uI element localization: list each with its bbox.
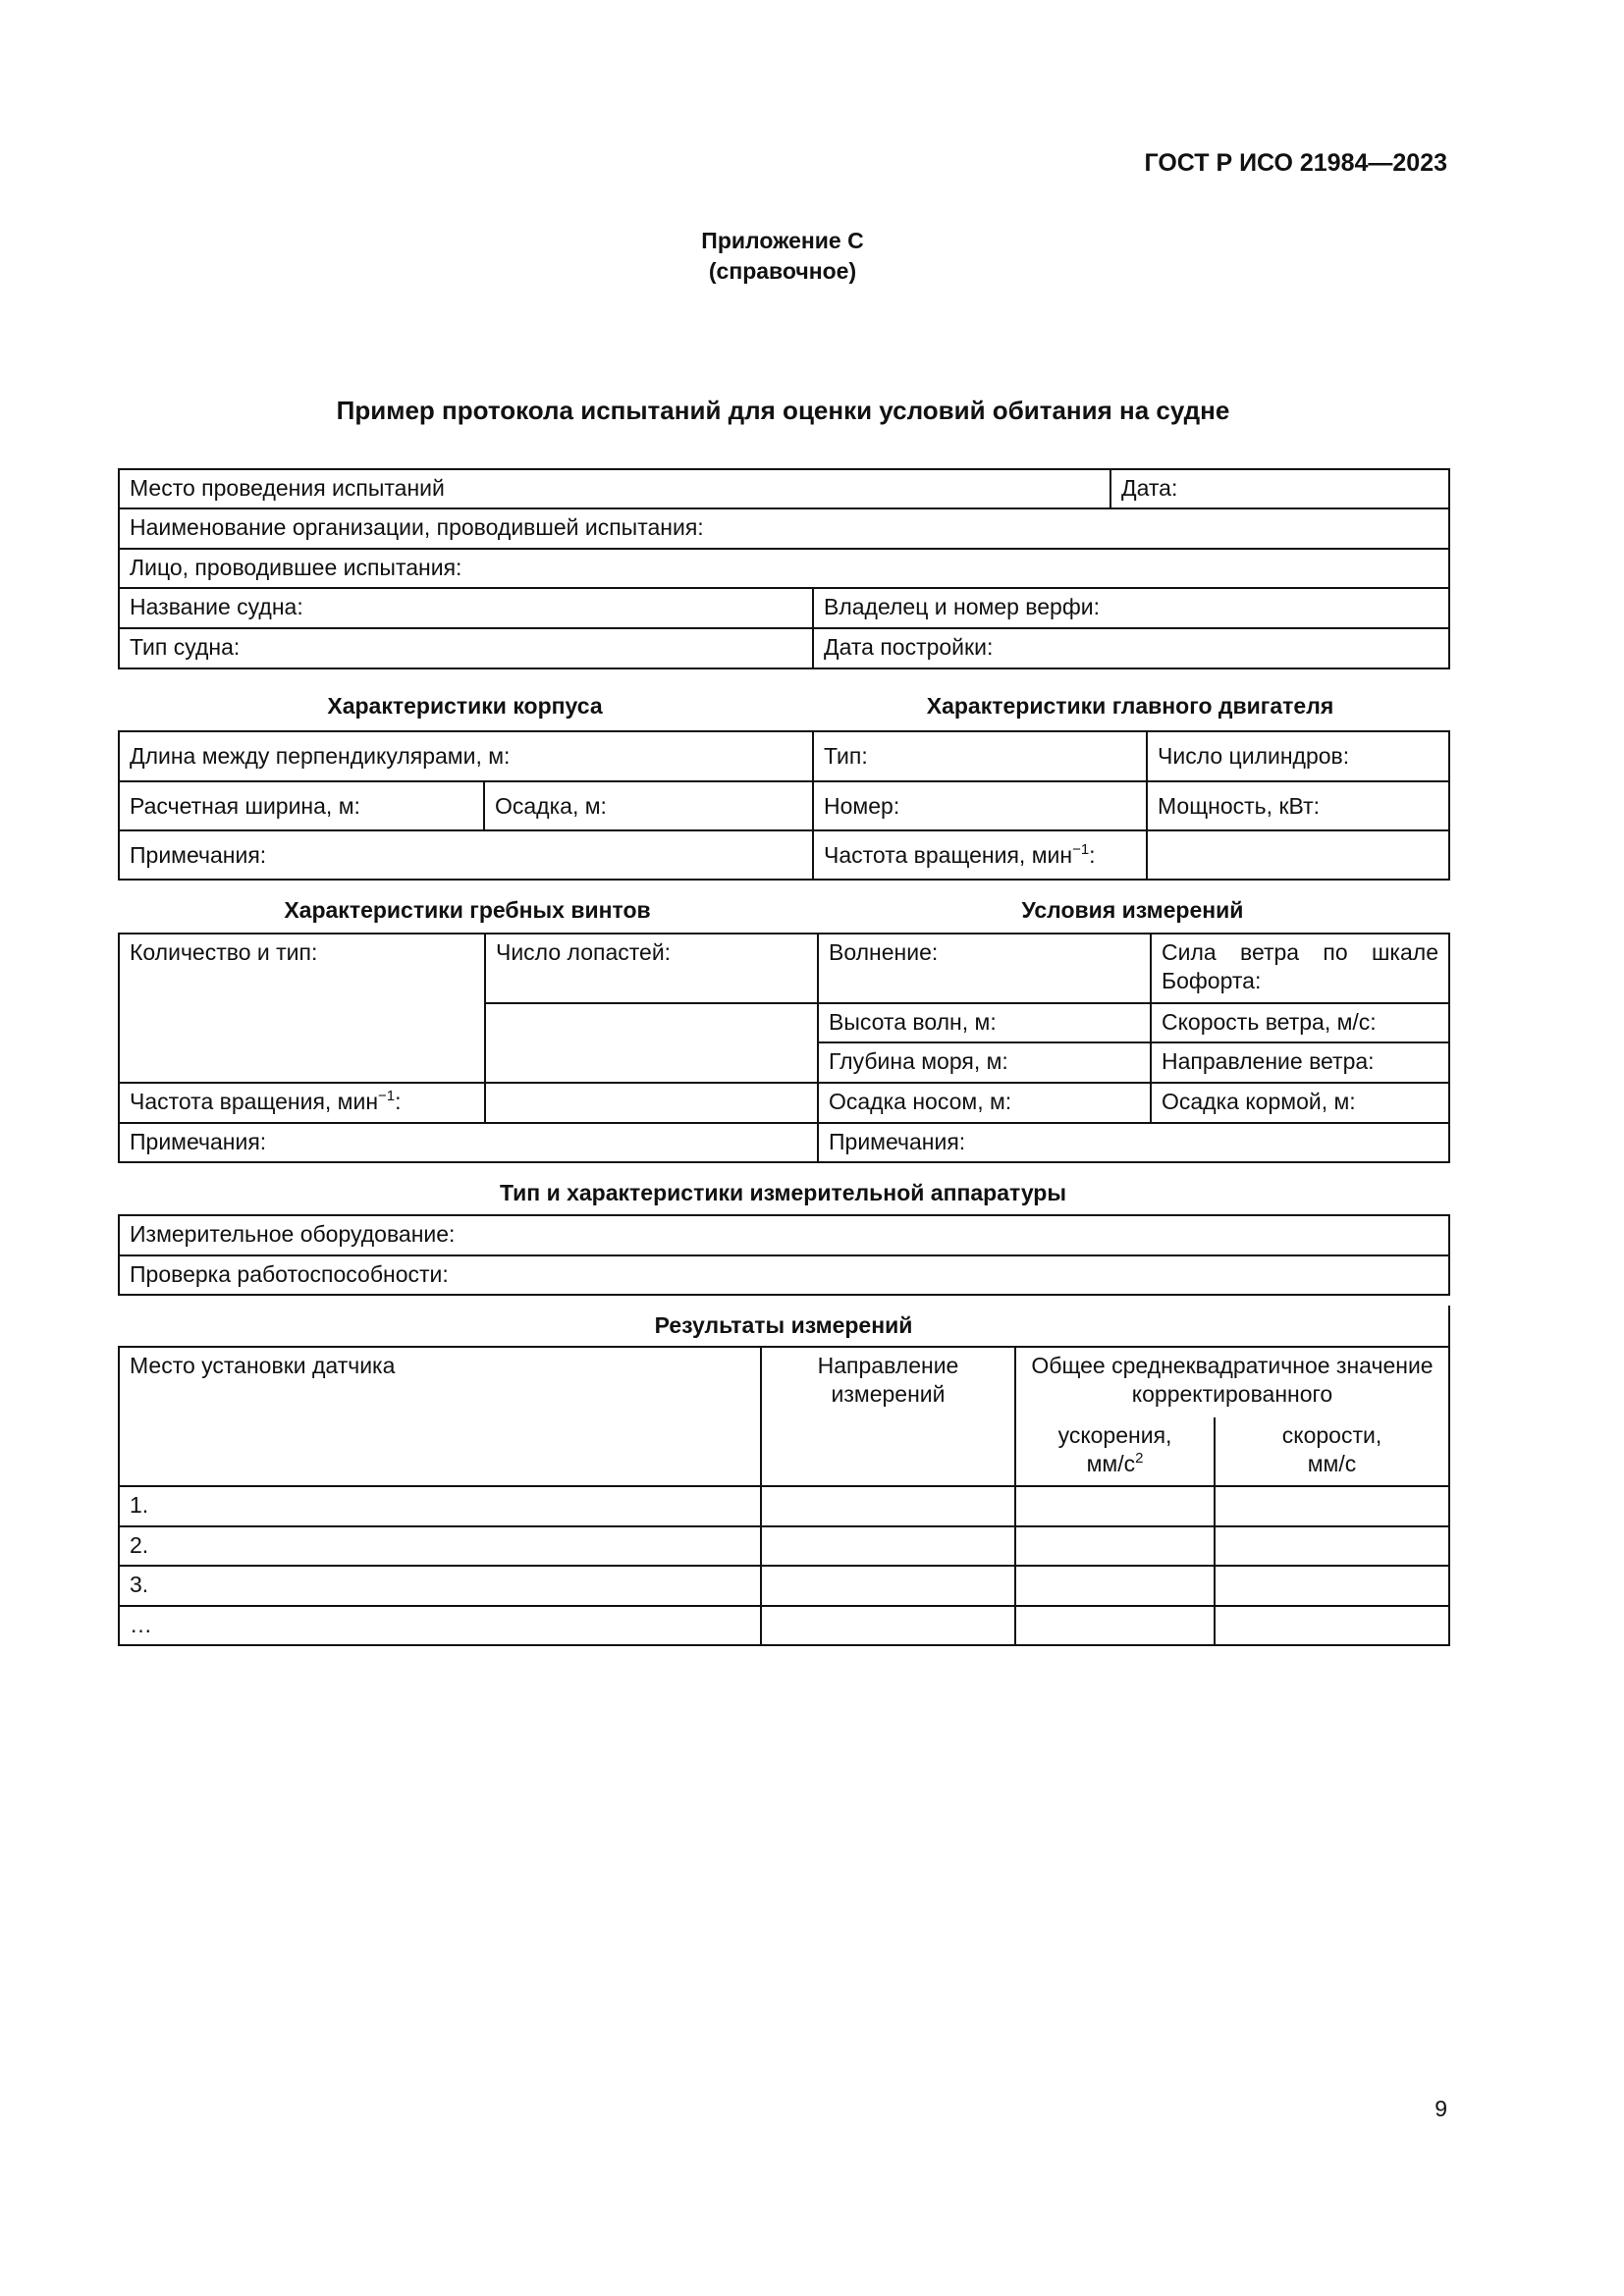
cylinders-cell: Число цилиндров: [1147, 731, 1449, 781]
check-cell: Проверка работоспособности: [119, 1255, 1449, 1295]
cell-direction [761, 1486, 1015, 1526]
power-cell: Мощность, кВт: [1147, 781, 1449, 830]
table-row [119, 1486, 1449, 1526]
cell-direction [761, 1566, 1015, 1606]
cell-direction [761, 1606, 1015, 1645]
col-accel-unit: мм/с [1086, 1451, 1136, 1476]
owner-yard-cell: Владелец и номер верфи: [813, 588, 1449, 628]
table-row [119, 1606, 1449, 1645]
col-direction-header: Направление измерений [761, 1347, 1015, 1486]
ship-type-cell: Тип судна: [119, 628, 813, 668]
cell-accel [1015, 1566, 1215, 1606]
engine-empty-cell [1147, 830, 1449, 880]
hull-engine-table [118, 730, 1450, 881]
cell-accel [1015, 1526, 1215, 1566]
wind-direction-cell: Направление ветра: [1151, 1042, 1449, 1083]
engine-heading: Характеристики главного двигателя [926, 693, 1334, 719]
ship-name-cell: Название судна: [119, 588, 813, 628]
propeller-empty-cell [485, 1003, 818, 1083]
row-number: 1. [119, 1486, 761, 1526]
general-info-table [118, 468, 1450, 669]
cell-direction [761, 1526, 1015, 1566]
instruments-table [118, 1214, 1450, 1296]
engine-speed-label: Частота вращения, мин [824, 841, 1073, 868]
hull-notes-cell: Примечания: [119, 830, 813, 880]
row-number: 2. [119, 1526, 761, 1566]
cell-velocity [1215, 1486, 1449, 1526]
depth-cell: Глубина моря, м: [818, 1042, 1151, 1083]
cell-velocity [1215, 1566, 1449, 1606]
col-velocity-label: скорости, [1281, 1422, 1382, 1448]
propellers-conditions-table [118, 933, 1450, 1163]
col-rms-header: Общее среднеквадратичное значение корректированного [1015, 1347, 1449, 1417]
engine-speed-cell [813, 830, 1147, 880]
propeller-speed-value-cell [485, 1083, 818, 1123]
draft-fwd-cell: Осадка носом, м: [818, 1083, 1151, 1123]
col-accel-unit-line [1026, 1450, 1204, 1478]
instruments-heading: Тип и характеристики измерительной аппаратуры [499, 1180, 1067, 1205]
cell-velocity [1215, 1526, 1449, 1566]
propeller-notes-cell: Примечания: [119, 1123, 818, 1162]
cell-accel [1015, 1486, 1215, 1526]
engine-speed-colon: : [1089, 841, 1096, 868]
breadth-cell: Расчетная ширина, м: [119, 781, 484, 830]
col-location-header: Место установки датчика [119, 1347, 761, 1486]
engine-type-cell: Тип: [813, 731, 1147, 781]
conditions-notes-cell: Примечания: [818, 1123, 1449, 1162]
date-cell: Дата: [1110, 469, 1449, 508]
propeller-speed-cell [119, 1083, 485, 1123]
appendix-title: Приложение С [701, 228, 864, 253]
place-cell: Место проведения испытаний [119, 469, 1110, 508]
results-table [118, 1306, 1450, 1646]
hull-heading: Характеристики корпуса [327, 693, 603, 719]
col-accel-label: ускорения, [1057, 1422, 1172, 1448]
blades-cell: Число лопастей: [485, 934, 818, 1003]
propeller-speed-label: Частота вращения, мин [130, 1089, 379, 1114]
col-velocity-header [1215, 1417, 1449, 1486]
build-date-cell: Дата постройки: [813, 628, 1449, 668]
sea-state-cell: Волнение: [818, 934, 1151, 1003]
wind-speed-cell: Скорость ветра, м/с: [1151, 1003, 1449, 1042]
col-velocity-unit: мм/с [1307, 1451, 1357, 1476]
table-row [119, 1526, 1449, 1566]
draft-aft-cell: Осадка кормой, м: [1151, 1083, 1449, 1123]
col-accel-header [1015, 1417, 1215, 1486]
engine-number-cell: Номер: [813, 781, 1147, 830]
page-title: Пример протокола испытаний для оценки условий обитания на судне [336, 396, 1230, 425]
propeller-speed-colon: : [395, 1089, 402, 1114]
propeller-qty-type-cell: Количество и тип: [119, 934, 485, 1083]
cell-velocity [1215, 1606, 1449, 1645]
organization-cell: Наименование организации, проводившей испытания: [119, 508, 1449, 549]
person-cell: Лицо, проводившее испытания: [119, 549, 1449, 588]
wave-height-cell: Высота волн, м: [818, 1003, 1151, 1042]
row-number: 3. [119, 1566, 761, 1606]
results-heading: Результаты измерений [119, 1306, 1449, 1347]
conditions-heading: Условия измерений [1021, 897, 1244, 923]
table-row [119, 1566, 1449, 1606]
cell-accel [1015, 1606, 1215, 1645]
page-number: 9 [1435, 2096, 1447, 2121]
equipment-cell: Измерительное оборудование: [119, 1215, 1449, 1255]
propellers-heading: Характеристики гребных винтов [284, 897, 651, 923]
beaufort-cell: Сила ветра по шкале Бофорта: [1151, 934, 1449, 1003]
row-number: … [119, 1606, 761, 1645]
propeller-speed-exponent: −1 [378, 1088, 396, 1104]
length-pp-cell: Длина между перпендикулярами, м: [119, 731, 813, 781]
document-code: ГОСТ Р ИСО 21984—2023 [1144, 149, 1447, 177]
col-accel-exponent: 2 [1135, 1450, 1144, 1467]
engine-speed-exponent: −1 [1072, 840, 1090, 858]
draft-cell: Осадка, м: [484, 781, 813, 830]
appendix-subtitle: (справочное) [708, 258, 857, 284]
